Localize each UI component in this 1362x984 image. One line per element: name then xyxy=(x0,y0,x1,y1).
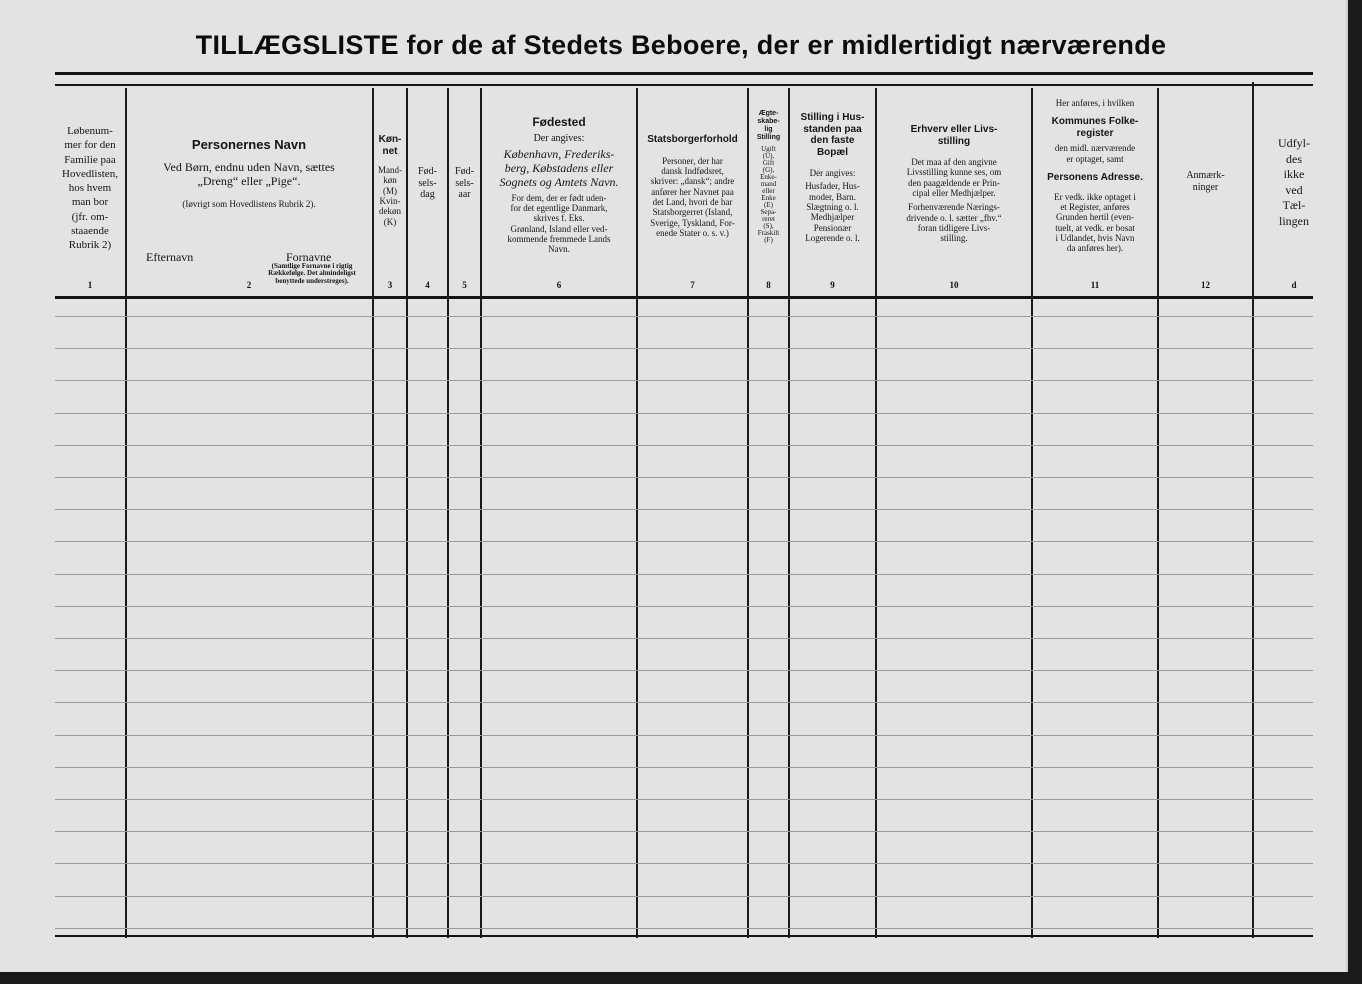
column-9-sub: Der angives: xyxy=(809,168,856,178)
title-rule xyxy=(55,72,1313,75)
entry-row-line xyxy=(55,702,1313,703)
entry-row-line xyxy=(55,896,1313,897)
entry-row-line xyxy=(55,670,1313,671)
column-d-header: Udfyl- des ikke ved Tæl- lingen xyxy=(1278,136,1310,228)
column-7-header xyxy=(638,134,747,238)
entry-row-line xyxy=(55,606,1313,607)
column-4-number: 4 xyxy=(425,280,430,290)
column-2-surname-label: Efternavn xyxy=(146,250,194,264)
entry-row-line xyxy=(55,509,1313,510)
header-bottom-rule xyxy=(55,296,1313,299)
entry-row-line xyxy=(55,799,1313,800)
column-9-heading: Stilling i Hus- standen paa den faste Bopæl xyxy=(800,112,865,158)
column-5-header: Fød- sels- aar xyxy=(455,166,474,200)
column-6-note: For dem, der er født uden- for det egentlige Danmark, skrives f. Eks. Grønland, Island eller ved- kommende fremmede Lands Navn. xyxy=(507,192,611,255)
entry-row-line xyxy=(55,380,1313,381)
entry-row-line xyxy=(55,928,1313,929)
column-9-number: 9 xyxy=(830,280,835,290)
entry-row-line xyxy=(55,767,1313,768)
column-7-number: 7 xyxy=(690,280,695,290)
column-11-text: den midl. nærværende er optaget, samt xyxy=(1054,143,1136,164)
table-bottom-rule xyxy=(55,935,1313,937)
entry-row-line xyxy=(55,316,1313,317)
entry-row-line xyxy=(55,638,1313,639)
column-10-text: Det maa af den angivne Livsstilling kunne ses, om den paagældende er Prin- cipal eller Medhjælper. xyxy=(906,157,1002,199)
entry-row-line xyxy=(55,413,1313,414)
column-12-number: 12 xyxy=(1201,280,1210,290)
header-top-rule xyxy=(55,84,1313,86)
entry-row-line xyxy=(55,863,1313,864)
entry-row-line xyxy=(55,477,1313,478)
column-2-instruction: Ved Børn, endnu uden Navn, sættes „Dreng“ eller „Pige“. xyxy=(163,159,335,188)
column-rule xyxy=(406,88,408,938)
column-2-number: 2 xyxy=(246,280,252,290)
column-5-number: 5 xyxy=(462,280,467,290)
column-4-header: Fød- sels- dag xyxy=(418,166,437,200)
column-2-note: (Iøvrigt som Hovedlistens Rubrik 2). xyxy=(182,198,316,209)
entry-row-line xyxy=(55,735,1313,736)
column-9-header xyxy=(790,112,875,243)
column-6-sub: Der angives: xyxy=(533,132,585,144)
column-12-header: Anmærk- ninger xyxy=(1186,170,1225,193)
column-9-text: Husfader, Hus- moder, Barn. Slægtning o. l. Medhjælper Pensionær Logerende o. l. xyxy=(805,181,860,244)
entry-row-line xyxy=(55,541,1313,542)
column-11-number: 11 xyxy=(1090,280,1100,290)
column-3-header xyxy=(374,134,406,227)
column-8-text: Ugift (U), Gift (G), Enke- mand eller Enke (E) Sepa- reret (S), Fraskilt (F) xyxy=(757,145,780,245)
column-2-header xyxy=(128,138,370,209)
column-10-note: Forhenværende Nærings- drivende o. l. sætter „fhv.“ foran tidligere Livs- stilling. xyxy=(906,202,1002,244)
column-8-header xyxy=(749,110,788,244)
column-1-number: 1 xyxy=(87,280,93,290)
column-d-number: d xyxy=(1291,280,1297,290)
entry-row-line xyxy=(55,574,1313,575)
column-6-number: 6 xyxy=(556,280,562,290)
column-6-heading: Fødested xyxy=(532,116,586,129)
column-8-heading: Ægte- skabe- lig Stilling xyxy=(756,110,781,142)
column-3-heading: Køn- net xyxy=(378,134,402,157)
entry-row-line xyxy=(55,831,1313,832)
column-rule xyxy=(480,88,482,938)
column-10-header xyxy=(877,124,1031,244)
entry-row-line xyxy=(55,445,1313,446)
column-rule xyxy=(447,88,449,938)
form-title: TILLÆGSLISTE for de af Stedets Beboere, der er midlertidigt nærværende xyxy=(195,30,1167,60)
entry-row-line xyxy=(55,348,1313,349)
column-10-number: 10 xyxy=(949,280,959,290)
column-7-text: Personer, der har dansk Indfødsret, skriver: „dansk“; andre anfører her Navnet paa det Land, hvori de har Statsborgerret (Island, Sverige, Tyskland, For- enede Stater o. s. v.) xyxy=(650,155,735,238)
column-3-text: Mand- køn (M) Kvin- dekøn (K) xyxy=(378,165,402,227)
column-11-note: Er vedk. ikke optaget i et Register, anføres Grunden hertil (even- tuelt, at vedk. er bosat i Udlandet, hvis Navn da anføres her). xyxy=(1054,191,1136,254)
column-11-header xyxy=(1033,98,1157,254)
column-10-heading: Erhverv eller Livs- stilling xyxy=(910,124,998,147)
column-6-text: København, Frederiks- berg, Købstadens eller Sognets og Amtets Navn. xyxy=(499,147,619,189)
column-2-firstname-label: Fornavne xyxy=(286,250,332,264)
column-11-sub: Her anføres, i hvilken xyxy=(1055,98,1135,108)
column-6-header xyxy=(484,116,634,255)
column-8-number: 8 xyxy=(766,280,771,290)
column-2-firstname-note: (Samtlige Fornavne i rigtig Rækkefølge. Det almindeligst benyttede understreges). xyxy=(268,263,356,285)
column-11-heading-2: Personens Adresse. xyxy=(1047,172,1143,184)
column-1-header: Løbenum- mer for den Familie paa Hovedlisten, hos hvem man bor (jfr. om- staaende Rubrik 2) xyxy=(62,125,118,252)
column-2-heading: Personernes Navn xyxy=(191,138,307,152)
column-7-heading: Statsborgerforhold xyxy=(647,134,738,145)
column-11-heading: Kommunes Folke- register xyxy=(1051,116,1139,139)
column-rule xyxy=(1157,88,1159,938)
column-rule xyxy=(125,88,127,938)
column-3-number: 3 xyxy=(387,280,393,290)
